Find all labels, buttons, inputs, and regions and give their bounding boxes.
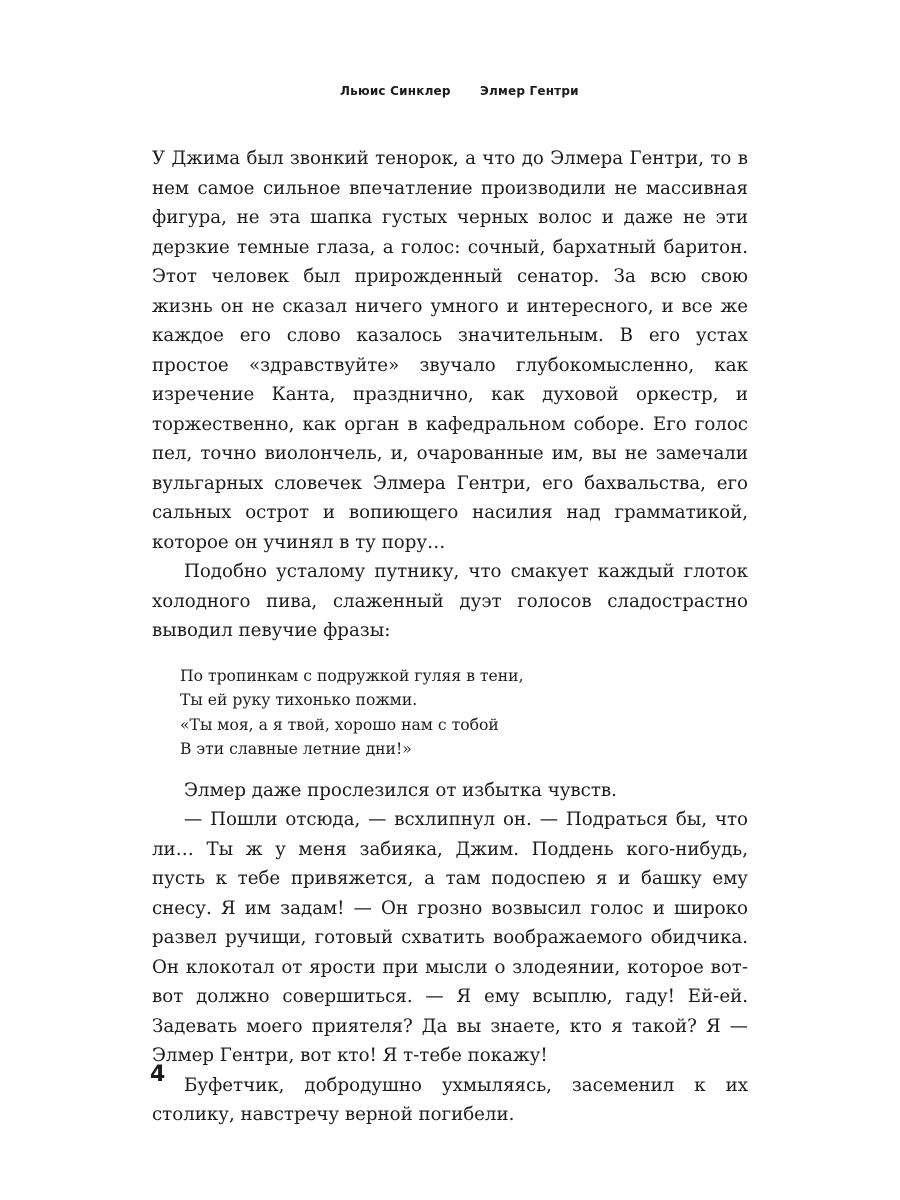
paragraph-5: Буфетчик, добродушно ухмыляясь, засеменил к их столику, навстречу верной погибели. xyxy=(152,1074,748,1125)
paragraph-2: Подобно усталому путнику, что смакует каждый глоток холодного пива, слаженный дуэт голосов сладострастно выводил певучие фразы: xyxy=(152,561,748,641)
verse-line-1: По тропинкам с подружкой гуляя в тени, xyxy=(180,666,524,685)
running-head xyxy=(0,84,900,106)
verse-line-3: «Ты моя, а я твой, хорошо нам с тобой xyxy=(180,715,499,734)
verse-block xyxy=(180,664,748,762)
page-number: 4 xyxy=(150,1062,166,1087)
verse-line-2: Ты ей руку тихонько пожми. xyxy=(180,691,418,709)
running-head-title: Элмер Гентри xyxy=(480,84,579,98)
page-body xyxy=(152,144,748,1130)
paragraph-3: Элмер даже прослезился от избытка чувств. xyxy=(184,779,617,801)
running-head-author: Льюис Синклер xyxy=(340,84,451,98)
verse-line-4: В эти славные летние дни!» xyxy=(180,740,412,758)
paragraph-1: У Джима был звонкий тенорок, а что до Элмера Гентри, то в нем самое сильное впечатление производили не массивная фигура, не эта шапка густых черных волос и даже не эти дерзкие темные глаза, а голос: сочный, бархатный баритон. Этот человек был прирожденный сенатор. За всю свою жизнь он не сказал ничего умного и интересного, и все же каждое его слово казалось значительным. В его устах простое «здравствуйте» звучало глубокомысленно, как изречение Канта, празднично, как духовой оркестр, и торжественно, как орган в кафедральном соборе. Его голос пел, точно виолончель, и, очарованные им, вы не замечали вульгарных словечек Элмера Гентри, его бахвальства, его сальных острот и вопиющего насилия над грамматикой, которое он учинял в ту пору… xyxy=(152,148,748,553)
paragraph-4: — Пошли отсюда, — всхлипнул он. — Подраться бы, что ли… Ты ж у меня забияка, Джим. Поддень кого-нибудь, пусть к тебе привяжется, а там подоспею я и башку ему снесу. Я им задам! — Он грозно возвысил голос и широко развел ручищи, готовый схватить воображаемого обидчика. Он клокотал от ярости при мысли о злодеянии, которое вот-вот должно совершиться. — Я ему всыплю, гаду! Ей-ей. Задевать моего приятеля? Да вы знаете, кто я такой? Я — Элмер Гентри, вот кто! Я т-тебе покажу! xyxy=(152,809,748,1066)
